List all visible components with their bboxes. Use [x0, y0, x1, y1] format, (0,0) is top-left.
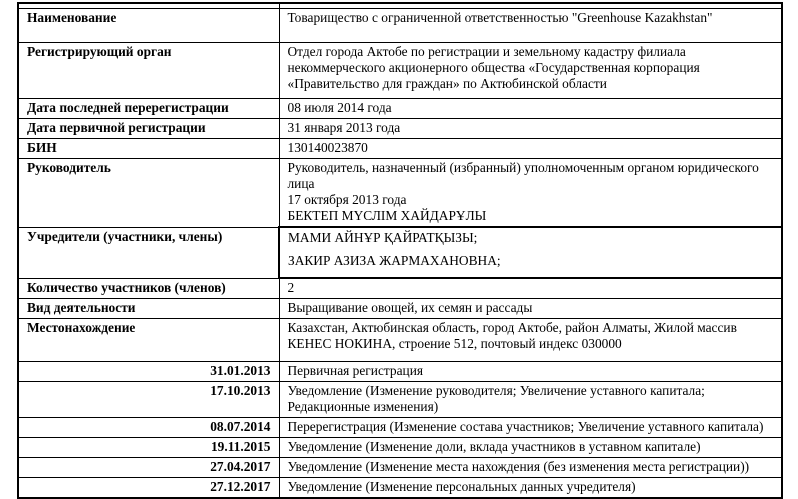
info-row [18, 119, 782, 139]
registration-table [17, 2, 783, 499]
row-label: БИН [18, 139, 279, 159]
info-row [18, 159, 782, 228]
event-date: 08.07.2014 [18, 418, 279, 438]
row-label: Вид деятельности [18, 299, 279, 319]
row-value [279, 299, 782, 319]
value-line: 130140023870 [287, 140, 368, 155]
value-line: Выращивание овощей, их семян и рассады [287, 300, 533, 315]
history-row [18, 478, 782, 499]
event-date: 27.12.2017 [18, 478, 279, 499]
info-row [18, 99, 782, 119]
row-label: Учредители (участники, члены) [18, 227, 279, 278]
value-line: МАМИ АЙНҰР ҚАЙРАТҚЫЗЫ; [288, 230, 478, 245]
event-date: 31.01.2013 [18, 362, 279, 382]
row-value [279, 319, 782, 362]
value-line: 17 октября 2013 года [287, 192, 407, 207]
row-label: Руководитель [18, 159, 279, 228]
info-row [18, 278, 782, 299]
row-value [279, 139, 782, 159]
event-date: 27.04.2017 [18, 458, 279, 478]
row-value [279, 119, 782, 139]
event-description: Уведомление (Изменение места нахождения (без изменения места регистрации)) [279, 458, 782, 478]
event-description: Уведомление (Изменение руководителя; Увеличение уставного капитала; Редакционные изменения) [279, 382, 782, 418]
info-row [18, 299, 782, 319]
row-label: Дата последней перерегистрации [18, 99, 279, 119]
row-label: Регистрирующий орган [18, 43, 279, 99]
info-row [18, 43, 782, 99]
row-label: Количество участников (членов) [18, 278, 279, 299]
history-row [18, 418, 782, 438]
event-description: Уведомление (Изменение доли, вклада участников в уставном капитале) [279, 438, 782, 458]
row-value [279, 159, 782, 228]
row-value [279, 9, 782, 43]
registration-document [17, 2, 783, 499]
value-line: 08 июля 2014 года [287, 100, 392, 115]
history-row [18, 458, 782, 478]
info-rows [18, 9, 782, 362]
row-value [279, 43, 782, 99]
info-row [18, 139, 782, 159]
event-date: 19.11.2015 [18, 438, 279, 458]
value-line: 31 января 2013 года [287, 120, 401, 135]
value-line: БЕКТЕП МҮСЛІМ ХАЙДАРҰЛЫ [287, 208, 487, 223]
info-row [18, 319, 782, 362]
value-line: Казахстан, Актюбинская область, город Актобе, район Алматы, Жилой массив КЕНЕС НОКИНА, строение 512, почтовый индекс 030000 [287, 320, 737, 351]
history-row [18, 382, 782, 418]
value-line: ЗАКИР АЗИЗА ЖАРМАХАНОВНА; [288, 253, 501, 268]
history-row [18, 362, 782, 382]
event-description: Первичная регистрация [279, 362, 782, 382]
row-label: Наименование [18, 9, 279, 43]
event-description: Перерегистрация (Изменение состава участников; Увеличение уставного капитала) [279, 418, 782, 438]
row-value [279, 99, 782, 119]
info-row [18, 227, 782, 278]
value-line: Товарищество с ограниченной ответственностью "Greenhouse Kazakhstan" [287, 10, 713, 25]
row-value [279, 278, 782, 299]
value-line: Отдел города Актобе по регистрации и земельному кадастру филиала некоммерческого акционерного общества «Государственная корпорация «Правительство для граждан» по Актюбинской области [287, 44, 700, 91]
value-line: 2 [287, 280, 295, 295]
info-row [18, 9, 782, 43]
event-description: Уведомление (Изменение персональных данных учредителя) [279, 478, 782, 499]
row-value [279, 227, 782, 278]
value-line: Руководитель, назначенный (избранный) уполномоченным органом юридического лица [287, 160, 759, 191]
history-rows [18, 362, 782, 499]
history-row [18, 438, 782, 458]
row-label: Местонахождение [18, 319, 279, 362]
event-date: 17.10.2013 [18, 382, 279, 418]
row-label: Дата первичной регистрации [18, 119, 279, 139]
